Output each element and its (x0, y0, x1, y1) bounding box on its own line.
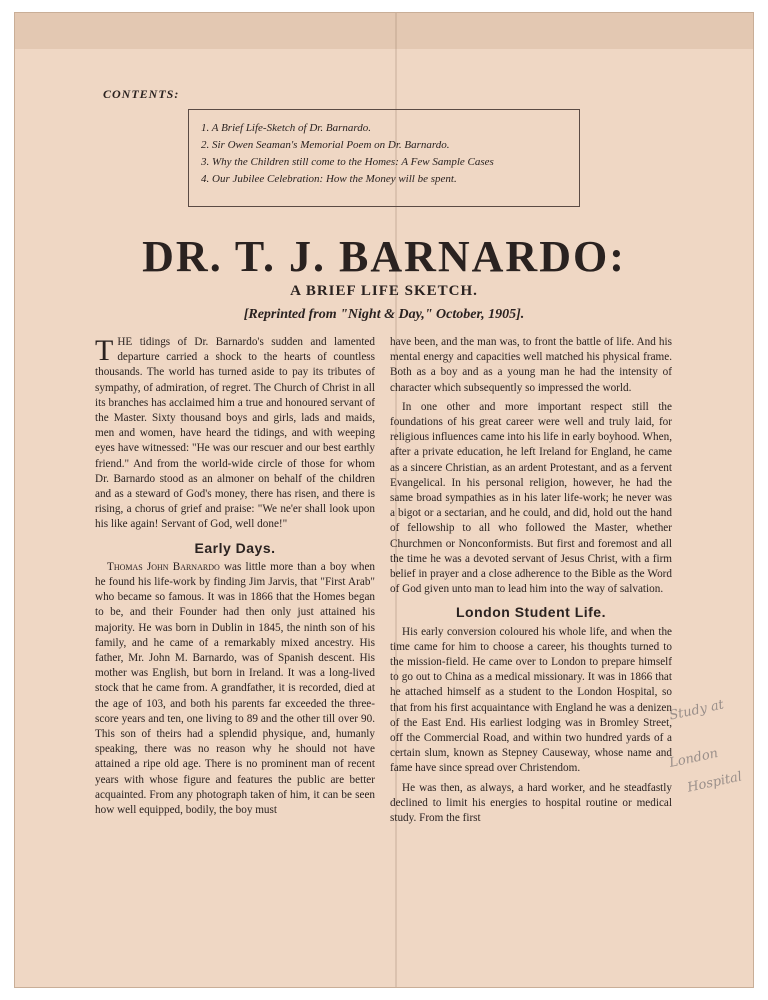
margin-note: Hospital (686, 769, 744, 796)
drop-cap: T (95, 334, 114, 367)
paragraph: have been, and the man was, to front the battle of life. And his mental energy and capacities well matched his physical frame. Both as a boy and as a young man he had the intensity of character which subsequently so impressed the world. (390, 336, 672, 394)
margin-note: London (667, 746, 720, 771)
contents-label: CONTENTS: (103, 87, 180, 101)
contents-item: 3. Why the Children still come to the Homes: A Few Sample Cases (201, 156, 494, 168)
contents-item: 2. Sir Owen Seaman's Memorial Poem on Dr. Barnardo. (201, 139, 450, 151)
section-heading: London Student Life. (456, 604, 606, 621)
reprint-note: [Reprinted from "Night & Day," October, 1905]. (243, 307, 525, 322)
discolored-top-band (15, 13, 753, 49)
paragraph (95, 335, 375, 533)
contents-item: 1. A Brief Life-Sketch of Dr. Barnardo. (201, 122, 371, 134)
paragraph-text: HE tidings of Dr. Barnardo's sudden and lamented departure carried a shock to the hearts of countless thousands. The world has turned aside to pay its tributes of sympathy, of admiration, of regret. The Church of Christ in all its branches has acclaimed him a true and honoured servant of the Master. Sixty thousand boys and girls, lads and maids, men and women, have heard the tidings, and with weeping eyes have witnessed: "He was our rescuer and our best earthly friend." And from the world-wide circle of those for whom Dr. Barnardo stood as an almoner on behalf of the children and as a steward of God's money, there has risen, and there is rising, a chorus of grief and praise: "We ne'er shall look upon his like again! Servant of God, well done!" (95, 336, 375, 531)
right-column (390, 335, 672, 830)
paragraph (95, 560, 375, 818)
contents-item: 4. Our Jubilee Celebration: How the Money will be spent. (201, 173, 457, 185)
left-column (95, 335, 375, 822)
section-heading: Early Days. (194, 539, 276, 556)
page-subtitle: A BRIEF LIFE SKETCH. (290, 283, 478, 299)
paragraph: He was then, as always, a hard worker, and he steadfastly declined to limit his energies to hospital routine or medical study. From the first (390, 781, 672, 825)
contents-box (188, 109, 580, 207)
paragraph: His early conversion coloured his whole life, and when the time came for him to choose a career, his thoughts turned to the mission-field. He came over to London to prepare himself to go out to China as a medical missionary. It was in 1866 that he attached himself as a student to the London Hospital, so that from his first acquaintance with England he was a denizen of the East End. His earliest lodging was in Bromley Street, off the Commercial Road, and within two hundred yards of a certain slum, known as Stepney Causeway, whose name and fame have since spread over Christendom. (390, 625, 672, 775)
paragraph-text: was little more than a boy when he found his life-work by finding Jim Jarvis, that "First Arab" who became so famous. It was in 1866 that the Homes began to be, and their Founder had then only just attained his majority. He was born in Dublin in 1845, the ninth son of his family, and he came of a remarkably mixed ancestry. His father, Mr. John M. Barnardo, was of Spanish descent. His mother was English, but born in Ireland. It was a long-lived stock that he came from. A grandfather, it is recorded, died at the age of 103, and both his parents far exceeded the three-score years and ten, one living to 89 and the other till over 90. This son of theirs had a splendid physique, and, humanly speaking, there was no reason why he should not have attained a ripe old age. There is no prominent man of recent years with whose figure and features the public are better acquainted. From any photograph taken of him, it can be seen how well equipped, bodily, the boy must (95, 560, 376, 817)
document-page (14, 12, 754, 988)
paragraph: In one other and more important respect still the foundations of his great career were well and truly laid, for religious influences came into his life in early boyhood. When, after a private education, he left Ireland for England, he came as a sincere Christian, as an ardent Protestant, and as a fervent Evangelical. In his personal religion, however, he had the same broad sympathies as in his later life-work; he never was a bigot or a sectarian, and he could, and did, hold out the hand of fellowship to all who followed the Master, whether Churchmen or Nonconformists. But first and foremost and all the time he was a devoted servant of Jesus Christ, with a firm belief in prayer and a close adherence to the Bible as the Word of God given unto man to lead him into the way of salvation. (390, 400, 672, 596)
lead-name: Thomas John Barnardo (107, 560, 220, 573)
margin-note: Study at (668, 697, 726, 724)
page-title: DR. T. J. BARNARDO: (142, 232, 626, 281)
